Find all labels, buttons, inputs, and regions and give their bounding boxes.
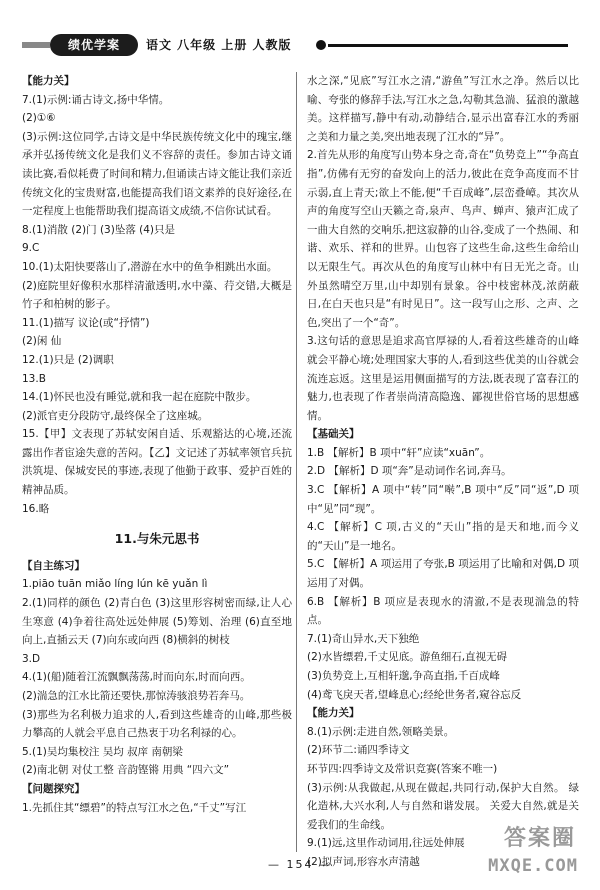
answer-line: (2)庭院里好像积水那样清澈透明,水中藻、荇交错,大概是竹子和柏树的影子。 [22,279,292,311]
answer-line: (2)拟声词,形容水声清越 [307,855,420,868]
answer-line: 16.略 [22,502,50,515]
answer-line: 6.B 【解析】B 项应是表现水的清澈,不是表现湍急的特点。 [307,595,579,627]
watermark-url: MXQE.COM [488,856,578,876]
book-title: 语文 八年级 上册 人教版 [146,38,292,52]
section-heading: 【问题探究】 [22,782,85,795]
answer-line: 2.(1)同样的颜色 (2)青白色 (3)这里形容树密而绿,让人心生寒意 (4)争着往高处远处伸展 (5)筹划、治理 (6)直至地向上,直插云天 (7)向东或向西 (8)横斜的树枝 [22,597,292,647]
lesson-title: 11.与朱元思书 [114,531,200,547]
answer-line: 环节四:四季诗文及常识竞赛(答案不唯一) [307,762,498,775]
answer-line: 2.D 【解析】D 项“奔”是动词作名词,奔马。 [307,465,512,478]
answer-line: 4.C 【解析】C 项,古义的“天山”指的是天和地,而今义的“天山”是一地名。 [307,521,579,552]
watermark-logo: 答案圈 [503,826,576,851]
answer-line: 1.B 【解析】B 项中“轩”应读“xuān”。 [307,446,491,459]
answer-line: (2)①⑥ [22,112,56,125]
answer-line: 9.(1)远,这里作动词用,往远处伸展 [307,837,465,850]
answer-line: 7.(1)示例:诵古诗文,扬中华情。 [22,93,170,106]
answer-line: 12.(1)只是 (2)调职 [22,353,114,366]
answer-line: 11.(1)描写 议论(或“抒情”) [22,316,150,329]
answer-line: (3)示例:从我做起,从现在做起,共同行动,保护大自然。 绿化造林,大兴水利,人与自然和谐发展。 关爱大自然,就是关爱我们的生命线。 [307,781,579,831]
header-decor-bar [22,42,50,48]
answer-line: 5.(1)吴均集校注 吴均 叔庠 南朝梁 [22,745,183,758]
right-column [307,72,579,872]
answer-line: 3.这句话的意思是追求高官厚禄的人,看着这些雄奇的山峰就会平静心境;处理国家大事的人,看到这些优美的山谷就会流连忘返。这里是运用侧面描写的方法,既表现了富春江的魅力,也表现了作者崇尚清高隐逸、鄙视世俗官场的思想感情。 [307,335,579,422]
section-heading: 【能力关】 [22,75,75,87]
answer-line: 5.C 【解析】A 项运用了夸张,B 项运用了比喻和对偶,D 项运用了对偶。 [307,558,579,590]
answer-line: 7.(1)奇山异水,天下独绝 [307,632,420,645]
answer-line: (2)派官吏分段防守,最终保全了这座城。 [22,409,209,422]
answer-line: 3.C 【解析】A 项中“转”同“啭”,B 项中“反”同“返”,D 项中“见”同“现”。 [307,484,579,515]
page-header [22,32,578,58]
answer-line: 1.piāo tuān miǎo líng lún kē yuǎn lì [22,578,208,591]
answer-line: 1.先抓住其“缥碧”的特点写江水之色,“千丈”写江 [22,801,247,814]
answer-line: (2)环节二:诵四季诗文 [307,744,410,757]
answer-line: (2)闲 仙 [22,335,62,348]
page-number: — 154 — [268,858,332,871]
header-rule [328,44,568,47]
answer-line: 14.(1)怀民也没有睡觉,就和我一起在庭院中散步。 [22,391,257,404]
answer-line: (2)湍急的江水比箭还要快,那惊涛骇浪势若奔马。 [22,690,251,702]
answer-line: 4.(1)(船)随着江流飘飘荡荡,时而向东,时而向西。 [22,671,251,684]
answer-line: 15.【甲】文表现了苏轼安闲自适、乐观豁达的心境,还流露出作者宦途失意的苦闷。【乙】文记述了苏轼率领官兵抗洪筑堤、保城安民的事迹,表现了他勤于政事、爱护百姓的精神品质。 [22,428,292,497]
answer-line: (2)水皆缥碧,千丈见底。游鱼细石,直视无碍 [307,651,508,664]
left-column [22,72,292,817]
answer-line: 10.(1)太阳快要落山了,潜游在水中的鱼争相跳出水面。 [22,260,278,273]
answer-line: (4)鸢飞戾天者,望峰息心;经纶世务者,窥谷忘反 [307,688,522,701]
section-heading: 【基础关】 [307,428,360,441]
answer-line: (2)南北朝 对仗工整 音韵铿锵 用典 “四六文” [22,764,230,777]
section-heading: 【能力关】 [307,707,360,720]
series-logo: 绩优学案 [50,34,138,56]
answer-line: (3)示例:这位同学,古诗文是中华民族传统文化中的瑰宝,继承并弘扬传统文化是我们义不容辞的责任。参加古诗文诵读比赛,看似耗费了时间和精力,但诵读古诗文能让我们亲近传统文化的宝贵财富,也能提高我们语文素养的良好途径,在一定程度上也能帮助我们提高语文成绩,不信你试试看。 [22,130,292,218]
answer-line: 8.(1)消散 (2)门 (3)坠落 (4)只是 [22,223,176,236]
answer-line: 9.C [22,242,40,255]
answer-line: 3.D [22,652,41,665]
answer-line: (3)负势竞上,互相轩邈,争高直指,千百成峰 [307,670,500,682]
answer-line: (3)那些为名利极力追求的人,看到这些雄奇的山峰,那些极力攀高的人就会平息自己热衷于功名利禄的心。 [22,708,292,740]
answer-line: 水之深,“见底”写江水之清,“游鱼”写江水之净。然后以比喻、夸张的修辞手法,写江水之急,勾勒其急湍、猛浪的激越美。这样描写,静中有动,动静结合,显示出富春江水的秀丽之美和力量之美,突出地表现了江水的“异”。 [307,75,579,143]
column-divider [296,72,297,852]
answer-line: 2.首先从形的角度写山势本身之奇,奇在“负势竞上”“争高直指”,仿佛有无穷的奋发向上的活力,彼此在竞争高度而不甘示弱,直上青天;欲上不能,便“千百成峰”,层峦叠嶂。其次从声的角度写空山天籁之奇,泉声、鸟声、蝉声、猿声汇成了一曲大自然的交响乐,把这寂静的山谷,变成了一个热闹、和谐、欢乐、祥和的世界。山包容了这些生命,这些生命给山以无限生气。再次从色的角度写山林中有日无光之奇。山外虽然晴空万里,山中却别有景象。谷中枝密林茂,浓荫蔽日,在白天也只是“有时见日”。这一段写山之形、之声、之色,突出了一个“奇”。 [307,149,579,329]
section-heading: 【自主练习】 [22,559,85,572]
header-dot [316,40,326,50]
answer-line: 13.B [22,372,46,385]
answer-line: 8.(1)示例:走进自然,领略美景。 [307,725,455,738]
